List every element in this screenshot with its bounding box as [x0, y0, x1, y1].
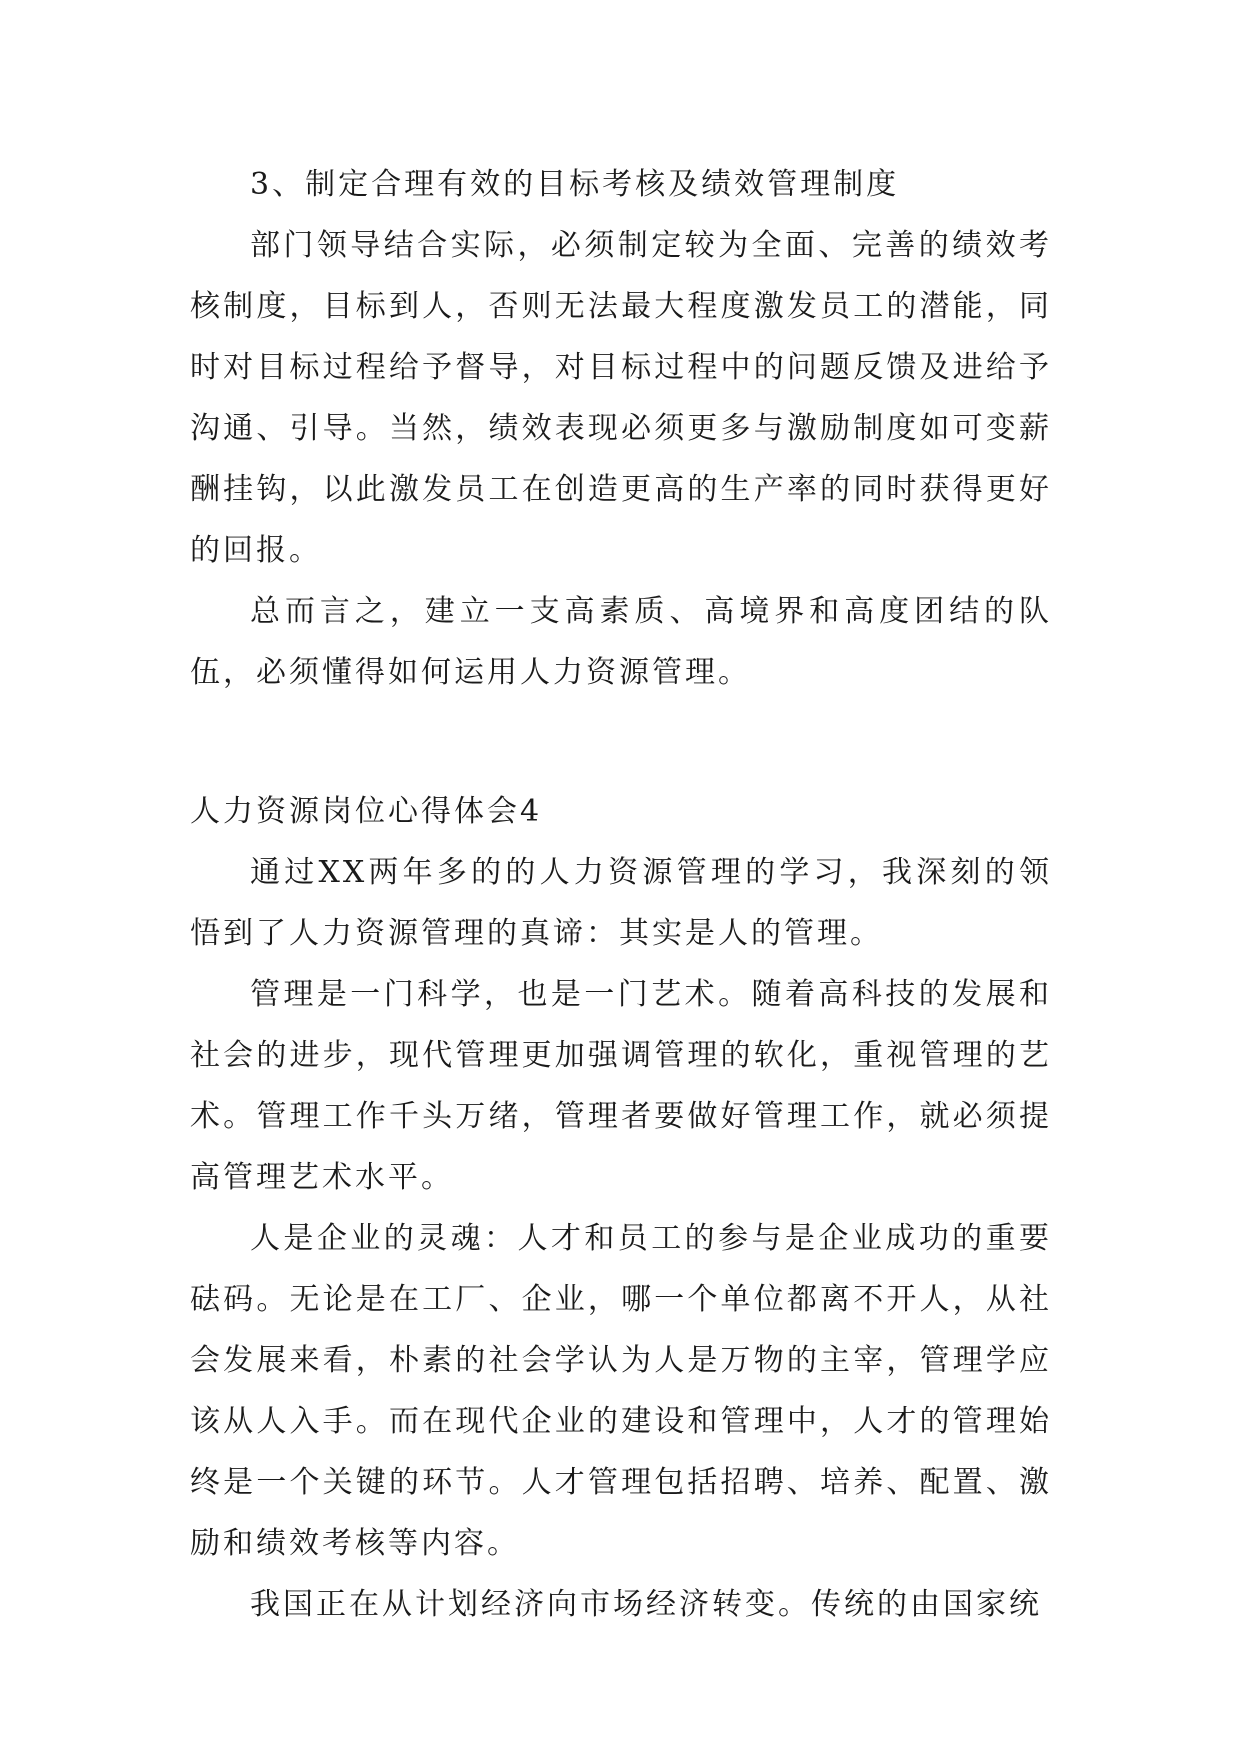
subheading-3: 3、制定合理有效的目标考核及绩效管理制度	[250, 167, 900, 202]
paragraph-economy-transition: 我国正在从计划经济向市场经济转变。传统的由国家统	[250, 1587, 1042, 1622]
document-body	[190, 154, 1052, 1635]
paragraph-intro: 通过XX两年多的的人力资源管理的学习，我深刻的领悟到了人力资源管理的真谛：其实是人的管理。	[190, 855, 1052, 951]
paragraph-summary: 总而言之，建立一支高素质、高境界和高度团结的队伍，必须懂得如何运用人力资源管理。	[190, 594, 1052, 690]
paragraph-management-art: 管理是一门科学，也是一门艺术。随着高科技的发展和社会的进步，现代管理更加强调管理的软化，重视管理的艺术。管理工作千头万绪，管理者要做好管理工作，就必须提高管理艺术水平。	[190, 977, 1052, 1195]
section-spacer	[190, 703, 1052, 781]
paragraph-performance-system: 部门领导结合实际，必须制定较为全面、完善的绩效考核制度，目标到人，否则无法最大程度激发员工的潜能，同时对目标过程给予督导，对目标过程中的问题反馈及进给予沟通、引导。当然，绩效表现必须更多与激励制度如可变薪酬挂钩，以此激发员工在创造更高的生产率的同时获得更好的回报。	[190, 228, 1052, 568]
paragraph-people-soul: 人是企业的灵魂：人才和员工的参与是企业成功的重要砝码。无论是在工厂、企业，哪一个单位都离不开人，从社会发展来看，朴素的社会学认为人是万物的主宰，管理学应该从人入手。而在现代企业的建设和管理中，人才的管理始终是一个关键的环节。人才管理包括招聘、培养、配置、激励和绩效考核等内容。	[190, 1221, 1052, 1561]
section-title: 人力资源岗位心得体会4	[190, 794, 543, 829]
